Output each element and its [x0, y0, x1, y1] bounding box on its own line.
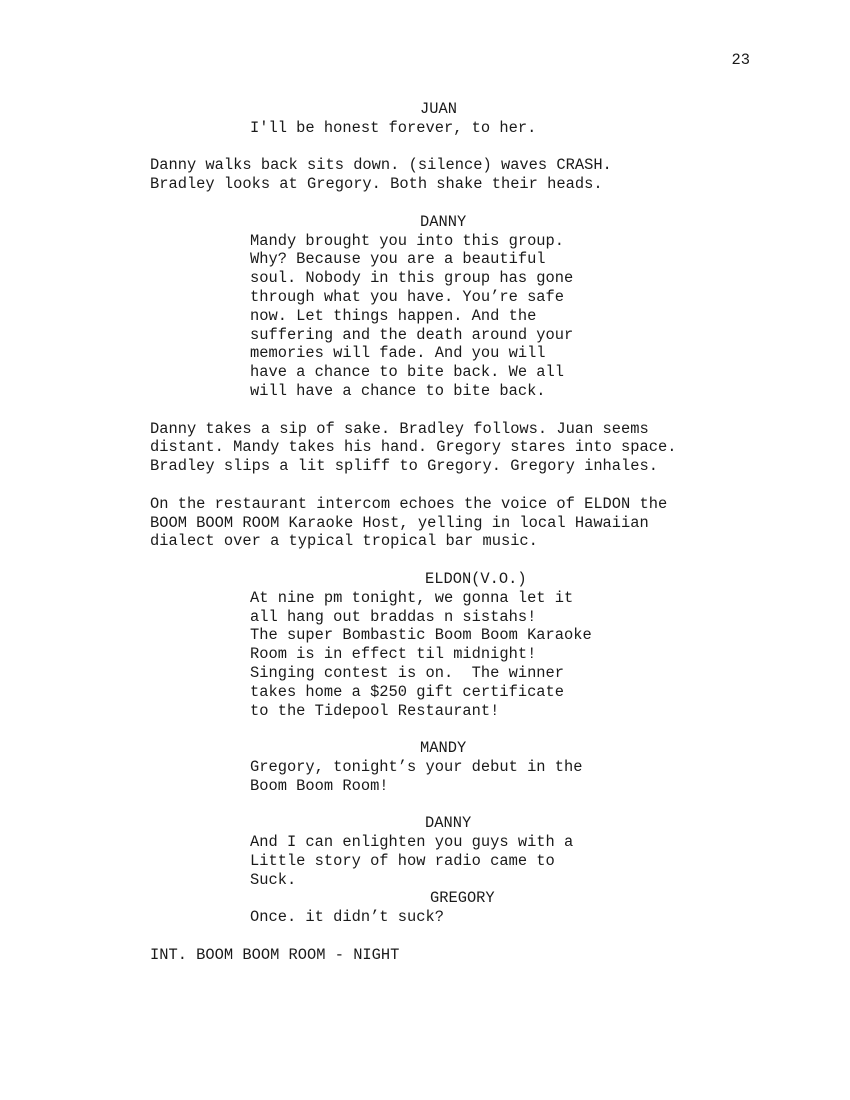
character-line: ELDON(V.O.): [425, 569, 527, 588]
dialogue-line: all hang out braddas n sistahs!: [250, 607, 537, 626]
character-line: GREGORY: [430, 889, 495, 908]
character-line: JUAN: [420, 100, 457, 118]
page-number: 23: [731, 51, 750, 69]
blank-line: [0, 194, 850, 213]
dialogue-line: I'll be honest forever, to her.: [250, 118, 537, 137]
blank-line: [0, 795, 850, 814]
action-line: Danny takes a sip of sake. Bradley follows. Juan seems: [150, 419, 649, 438]
dialogue-line: Gregory, tonight’s your debut in the: [250, 757, 583, 776]
dialogue-line: At nine pm tonight, we gonna let it: [250, 588, 574, 607]
blank-line: [0, 401, 850, 420]
screenplay-body: [0, 100, 850, 965]
dialogue-line: to the Tidepool Restaurant!: [250, 701, 500, 720]
dialogue-line: Room is in effect til midnight!: [250, 645, 537, 664]
dialogue-line: And I can enlighten you guys with a: [250, 833, 574, 852]
slug-line: INT. BOOM BOOM ROOM - NIGHT: [150, 945, 400, 964]
blank-line: [0, 720, 850, 739]
dialogue-line: memories will fade. And you will: [250, 344, 546, 363]
dialogue-line: suffering and the death around your: [250, 325, 574, 344]
dialogue-line: will have a chance to bite back.: [250, 381, 546, 400]
dialogue-line: Once. it didn’t suck?: [250, 908, 444, 927]
action-line: On the restaurant intercom echoes the voice of ELDON the: [150, 494, 668, 513]
action-line: BOOM BOOM ROOM Karaoke Host, yelling in local Hawaiian: [150, 513, 649, 532]
dialogue-line: takes home a $250 gift certificate: [250, 682, 565, 701]
dialogue-line: Suck.: [250, 870, 297, 889]
dialogue-line: The super Bombastic Boom Boom Karaoke: [250, 626, 592, 645]
dialogue-line: Why? Because you are a beautiful: [250, 250, 546, 269]
character-line: DANNY: [420, 212, 467, 231]
dialogue-line: soul. Nobody in this group has gone: [250, 269, 574, 288]
character-line: MANDY: [420, 739, 467, 758]
action-line: dialect over a typical tropical bar music.: [150, 532, 538, 551]
blank-line: [0, 138, 850, 157]
dialogue-line: Mandy brought you into this group.: [250, 231, 565, 250]
blank-line: [0, 927, 850, 946]
action-line: Danny walks back sits down. (silence) waves CRASH.: [150, 156, 612, 175]
dialogue-line: Little story of how radio came to: [250, 851, 555, 870]
dialogue-line: now. Let things happen. And the: [250, 306, 537, 325]
character-line: DANNY: [425, 814, 472, 833]
blank-line: [0, 476, 850, 495]
blank-line: [0, 551, 850, 570]
dialogue-line: Singing contest is on. The winner: [250, 663, 565, 682]
action-line: Bradley slips a lit spliff to Gregory. Gregory inhales.: [150, 457, 658, 476]
dialogue-line: have a chance to bite back. We all: [250, 363, 565, 382]
action-line: distant. Mandy takes his hand. Gregory stares into space.: [150, 438, 677, 457]
action-line: Bradley looks at Gregory. Both shake their heads.: [150, 175, 603, 194]
dialogue-line: Boom Boom Room!: [250, 776, 389, 795]
dialogue-line: through what you have. You’re safe: [250, 287, 565, 306]
